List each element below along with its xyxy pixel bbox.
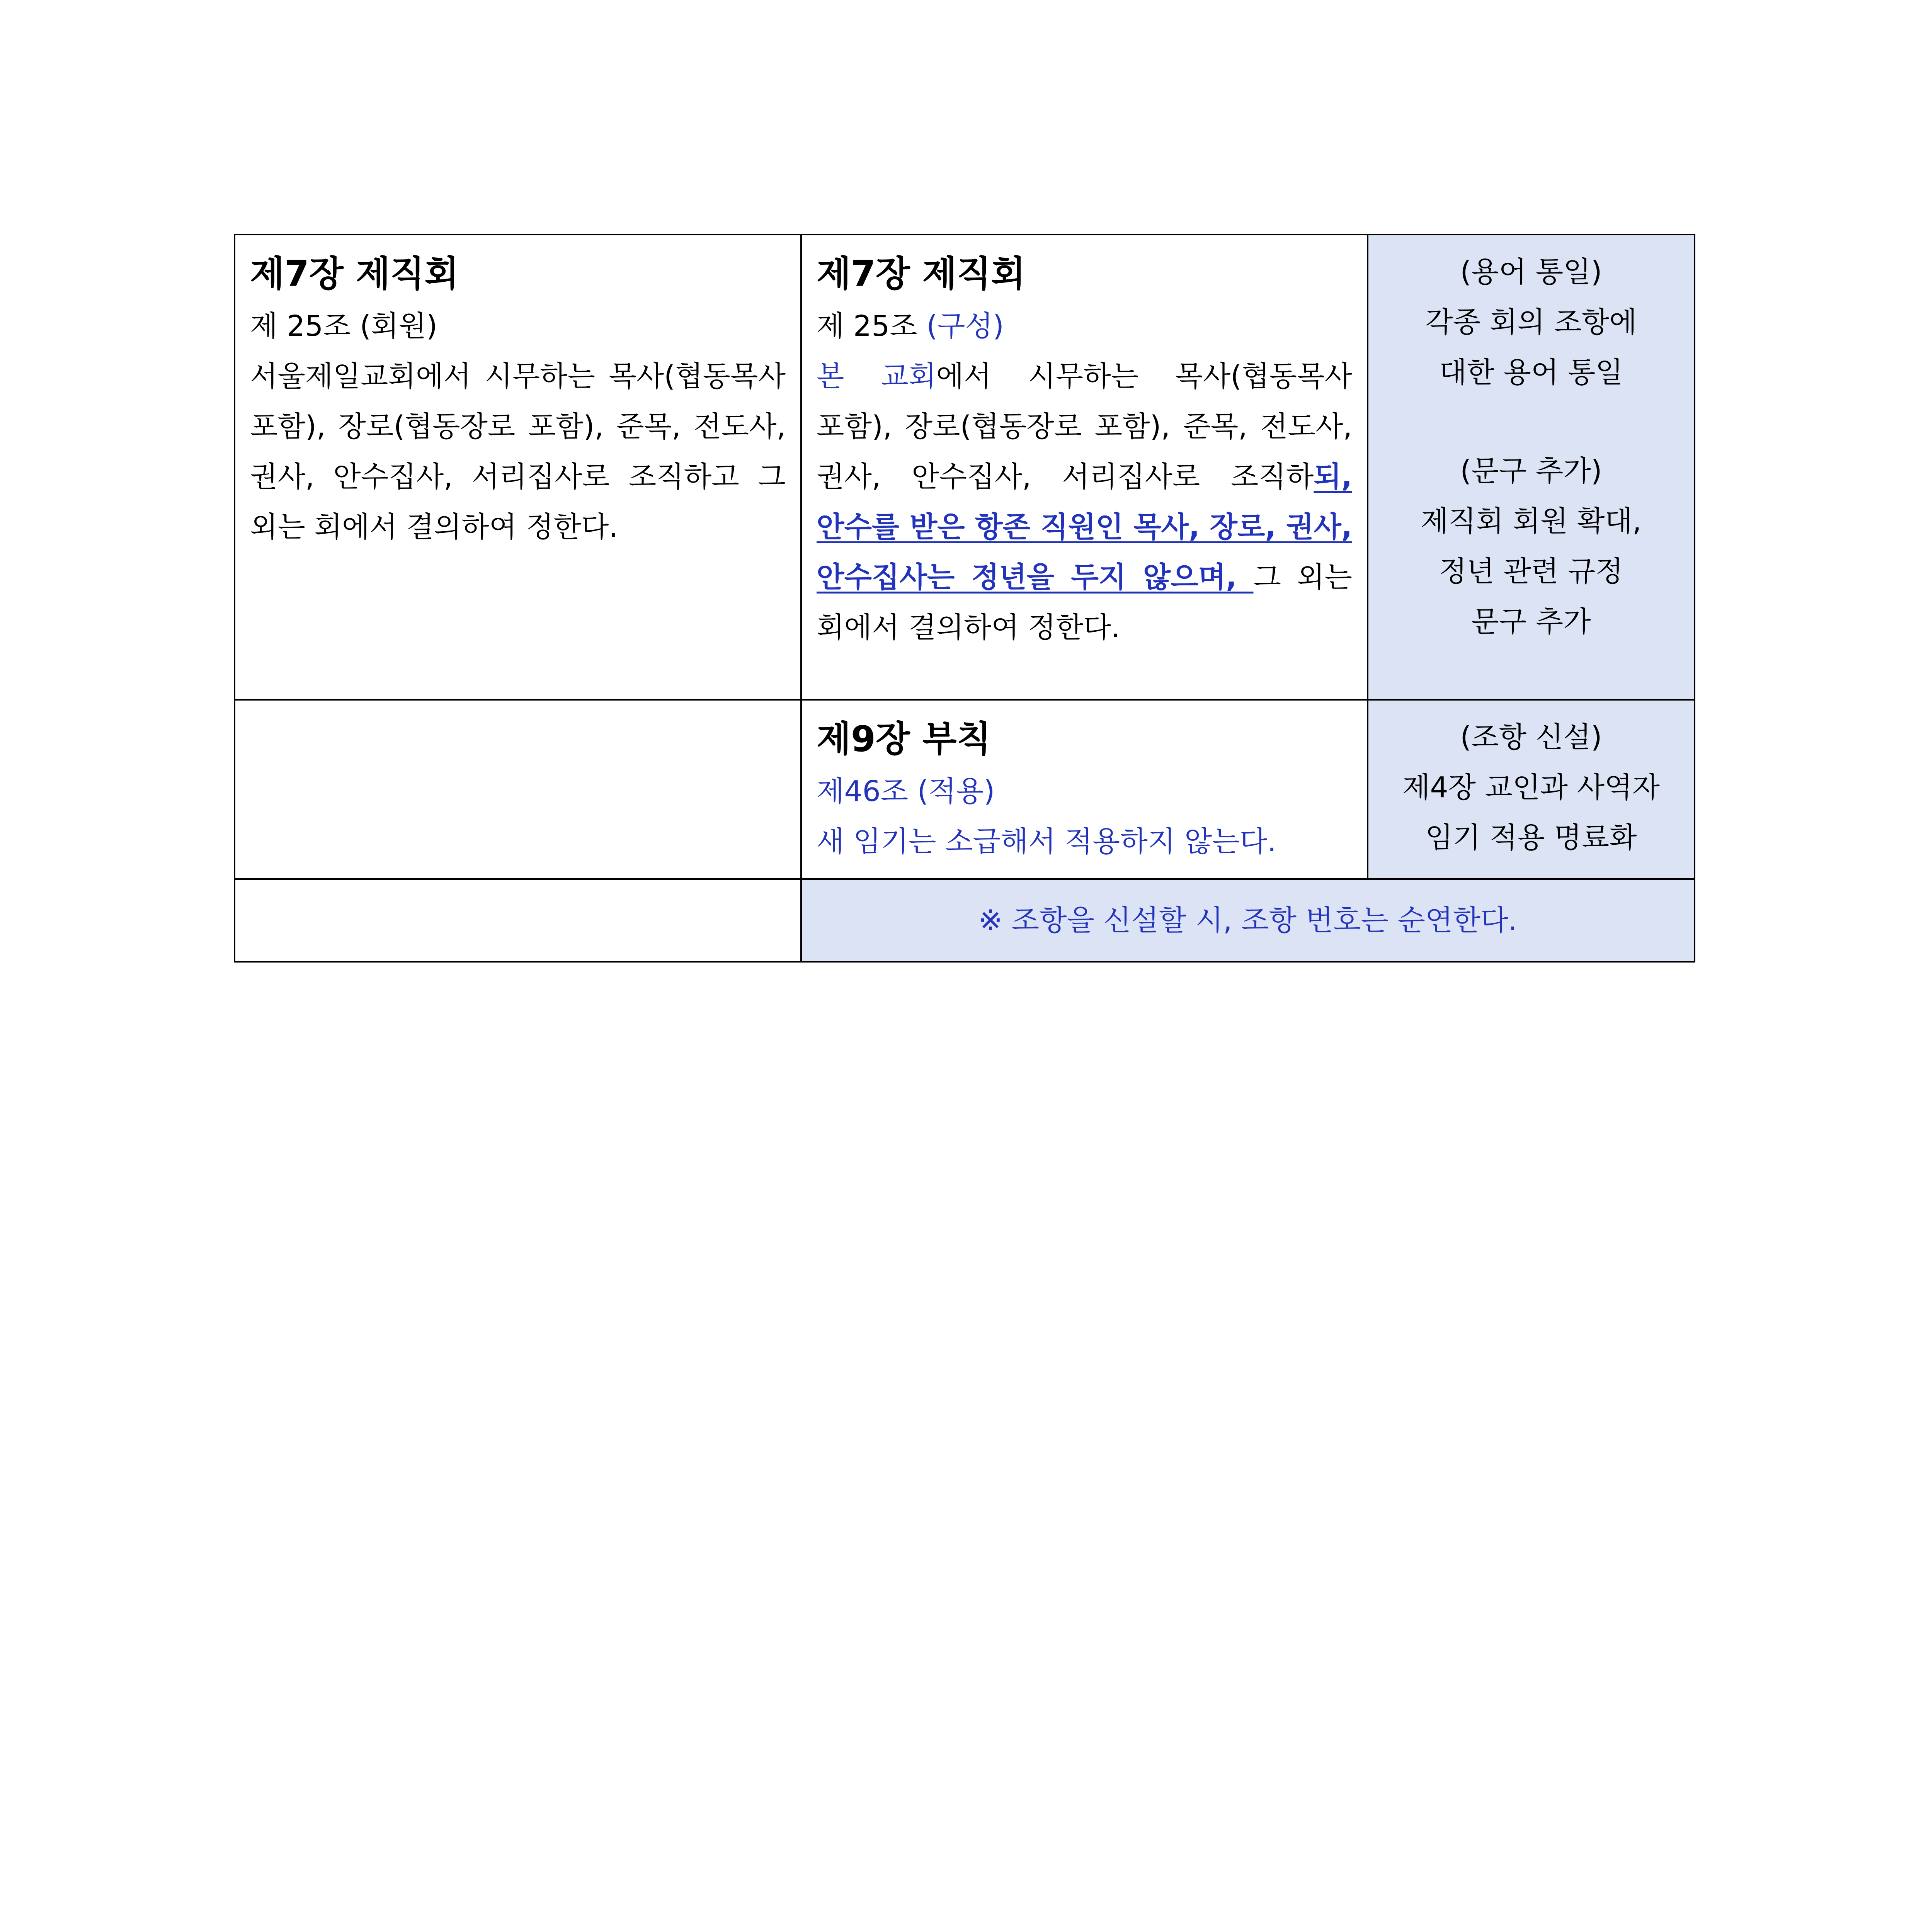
table-row [235,700,1695,879]
inserted-text: 되, 안수를 받은 항존 직원인 목사, 장로, 권사, 안수집사는 정년을 두지 않으며, [817,460,1352,594]
new-article-body [817,351,1352,653]
changed-term: 본 교회 [817,360,936,393]
new-article-number: 제 25조 [817,310,927,343]
body-text: 에서 시무하는 목사(협동목사 포함), 장로(협동장로 포함), 준목, 전도사, 권사, 안수집사, 서리집사로 조직하 [817,360,1352,493]
remark-cell [1368,700,1695,879]
old-chapter-heading: 제7장 제직회 [250,253,459,294]
remark-line: 각종 회의 조항에 [1425,306,1637,339]
old-text-cell-empty [235,700,801,879]
remark-line: (조항 신설) [1460,721,1602,754]
new-chapter-heading: 제7장 제직회 [817,253,1026,294]
new-article-name: (구성) [926,310,1004,343]
renumbering-note: ※ 조항을 신설할 시, 조항 번호는 순연한다. [801,879,1695,962]
table-row [235,879,1695,962]
old-article-body: 서울제일교회에서 시무하는 목사(협동목사 포함), 장로(협동장로 포함), 준목, 전도사, 권사, 안수집사, 서리집사로 조직하고 그 외는 회에서 결의하여 정한다. [250,360,786,544]
old-text-cell-empty [235,879,801,962]
remark-cell [1368,235,1695,700]
new-article-title: 제46조 (적용) [817,775,995,808]
new-text-cell [801,235,1368,700]
remark-line: 문구 추가 [1471,605,1591,638]
new-chapter-heading: 제9장 부칙 [817,718,991,760]
remark-line: 제직회 회원 확대, [1421,505,1642,538]
remark-line: 정년 관련 규정 [1439,555,1623,588]
body-text-end: 그 외는 회에서 결의하여 정한다. [817,561,1353,644]
old-text-cell [235,235,801,700]
new-article-body: 새 임기는 소급해서 적용하지 않는다. [817,825,1276,858]
remark-line: 제4장 교인과 사역자 [1402,771,1660,804]
new-text-cell [801,700,1368,879]
remark-line: (용어 통일) [1460,255,1602,289]
remark-line: (문구 추가) [1460,454,1602,488]
old-article-title: 제 25조 (회원) [250,310,437,343]
remark-line: 임기 적용 명료화 [1425,821,1637,854]
table-row [235,235,1695,700]
new-article-title [817,301,1352,351]
remark-line: 대한 용어 통일 [1439,356,1623,389]
bylaw-comparison-table [234,234,1695,963]
remark-spacer [1383,398,1679,446]
